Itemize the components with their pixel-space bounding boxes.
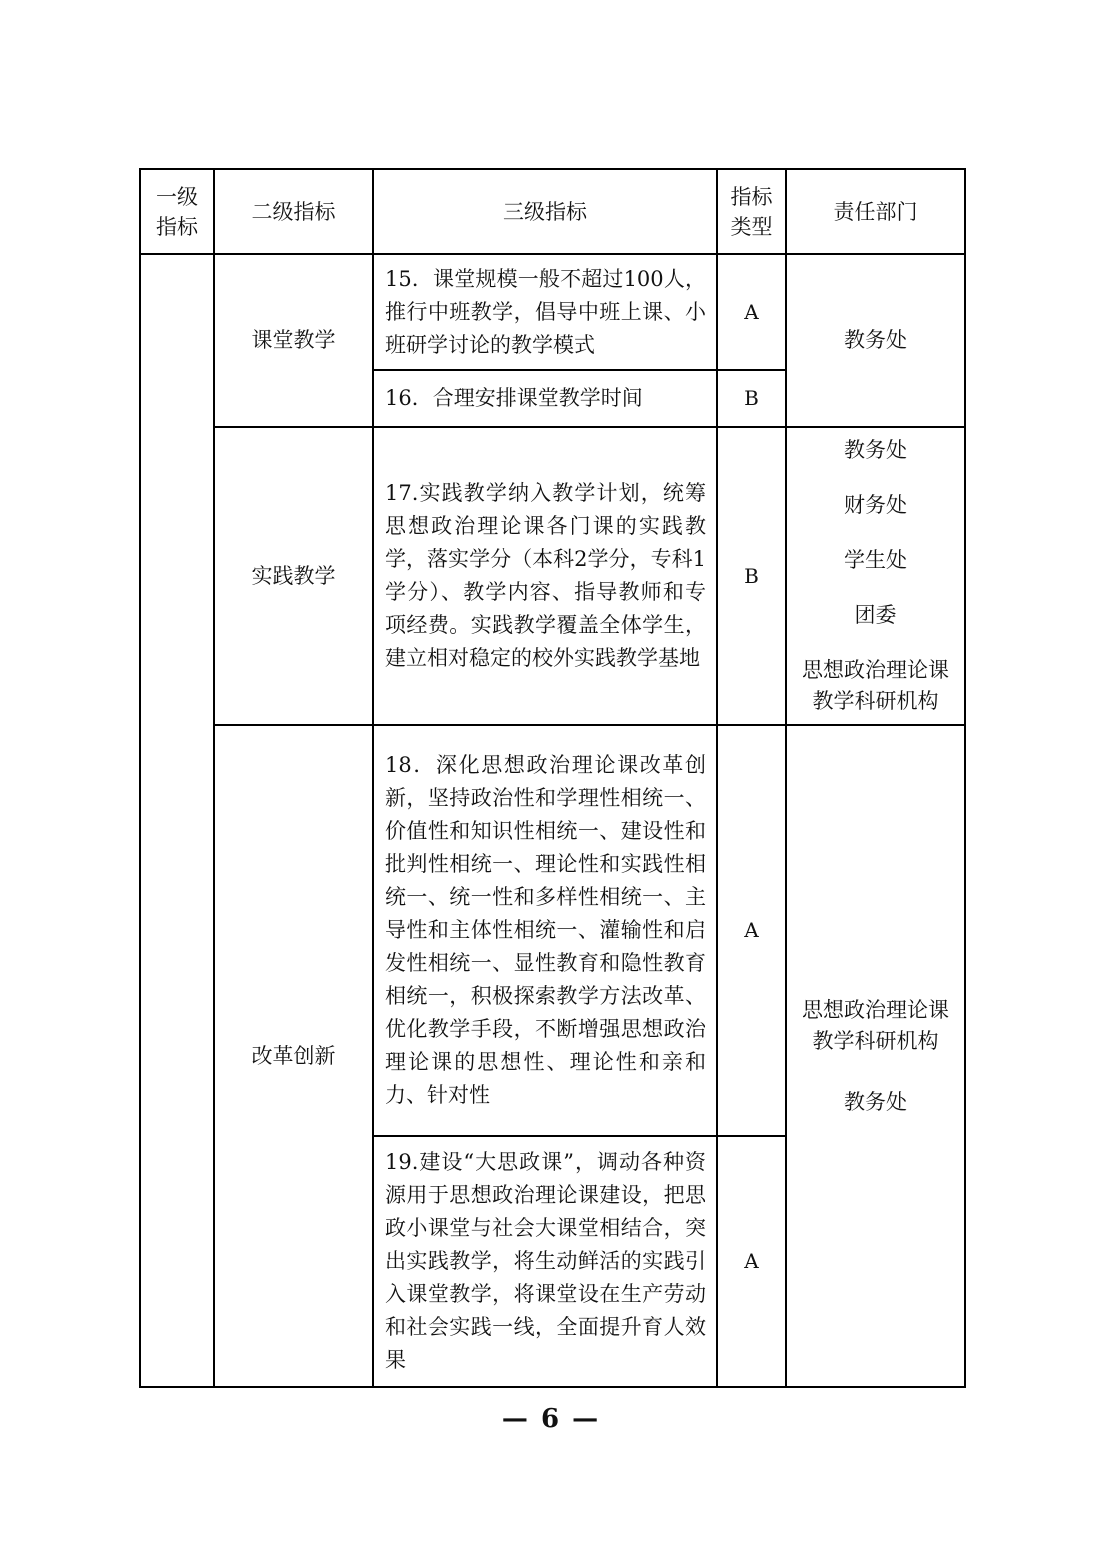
header-row [140, 169, 965, 254]
dept-item: 财务处 [844, 493, 907, 517]
header-level2: 二级指标 [214, 169, 373, 254]
dept-classroom: 教务处 [786, 254, 965, 427]
table-row [140, 725, 965, 1136]
header-dept: 责任部门 [786, 169, 965, 254]
dept-reform [786, 725, 965, 1387]
indicator-table [139, 168, 966, 1388]
type-19: A [717, 1136, 786, 1387]
table-row [140, 427, 965, 725]
dept-practice [786, 427, 965, 725]
dept-item: 学生处 [844, 548, 907, 572]
type-18: A [717, 725, 786, 1136]
group-reform: 改革创新 [214, 725, 373, 1387]
dept-item: 教学科研机构 [812, 1028, 939, 1053]
dept-item: 教务处 [844, 1089, 907, 1114]
type-16: B [717, 370, 786, 427]
dept-item: 思想政治理论课 [802, 658, 949, 682]
dept-item: 思想政治理论课 [802, 997, 949, 1022]
page-number: — 6 — [501, 1404, 601, 1434]
table-row [140, 254, 965, 370]
group-practice: 实践教学 [214, 427, 373, 725]
group-classroom: 课堂教学 [214, 254, 373, 427]
indicator-16: 16．合理安排课堂教学时间 [373, 370, 717, 427]
indicator-15: 15．课堂规模一般不超过100人，推行中班教学，倡导中班上课、小班研学讨论的教学模式 [373, 254, 717, 370]
level1-cell [140, 254, 214, 1387]
type-15: A [717, 254, 786, 370]
header-level3: 三级指标 [373, 169, 717, 254]
dept-item: 教务处 [844, 438, 907, 462]
indicator-17: 17.实践教学纳入教学计划，统筹思想政治理论课各门课的实践教学，落实学分（本科2学分，专科1学分）、教学内容、指导教师和专项经费。实践教学覆盖全体学生，建立相对稳定的校外实践教学基地 [373, 427, 717, 725]
header-type: 指标 类型 [717, 169, 786, 254]
type-17: B [717, 427, 786, 725]
indicator-19: 19.建设“大思政课”，调动各种资源用于思想政治理论课建设，把思政小课堂与社会大课堂相结合，突出实践教学，将生动鲜活的实践引入课堂教学，将课堂设在生产劳动和社会实践一线，全面提升育人效果 [373, 1136, 717, 1387]
dept-item: 教学科研机构 [812, 689, 939, 713]
indicator-18: 18．深化思想政治理论课改革创新，坚持政治性和学理性相统一、价值性和知识性相统一、建设性和批判性相统一、理论性和实践性相统一、统一性和多样性相统一、主导性和主体性相统一、灌输性和启发性相统一、显性教育和隐性教育相统一，积极探索教学方法改革、优化教学手段，不断增强思想政治理论课的思想性、理论性和亲和力、针对性 [373, 725, 717, 1136]
dept-item: 团委 [854, 603, 897, 627]
header-level1: 一级 指标 [140, 169, 214, 254]
